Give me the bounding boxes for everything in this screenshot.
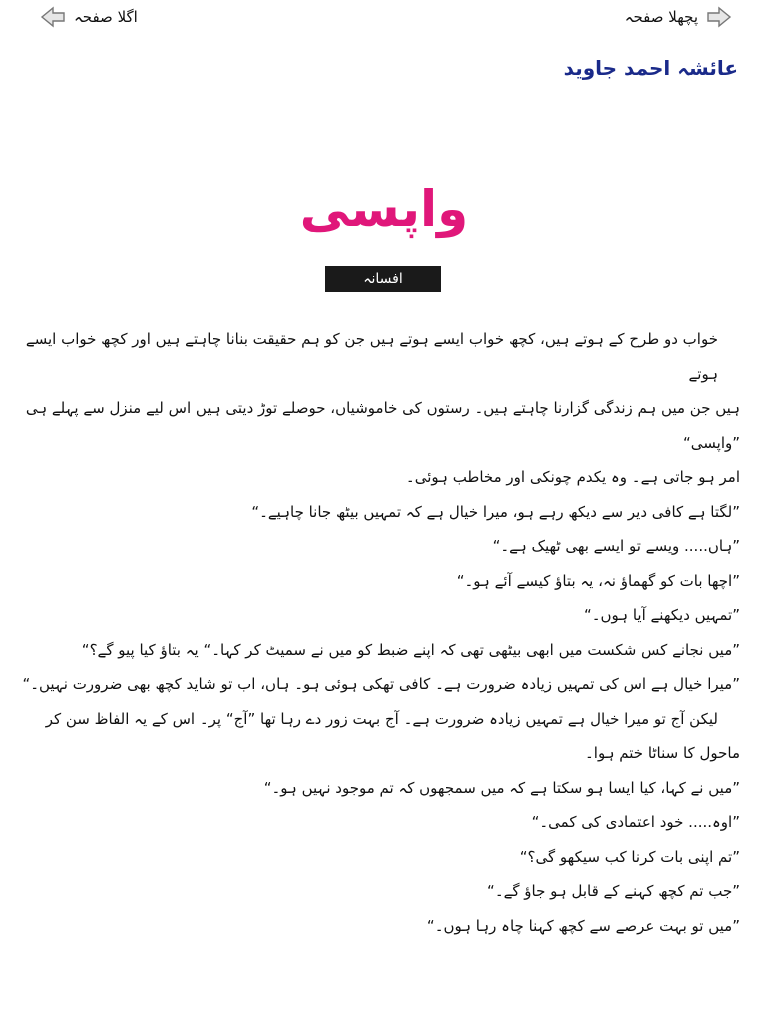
text-line: امر ہو جاتی ہے۔ وہ یکدم چونکی اور مخاطب ہوئی۔: [405, 468, 740, 486]
text-line: ”تم اپنی بات کرنا کب سیکھو گی؟“: [519, 847, 740, 866]
text-line: لیکن آج تو میرا خیال ہے تمہیں زیادہ ضرورت ہے۔ آج بہت زور دے رہا تھا ”آج“ پر۔ اس کے یہ الفاظ سن کر: [45, 709, 718, 728]
story-body: [14, 322, 740, 943]
genre-badge: افسانہ: [325, 266, 441, 292]
arrow-left-icon: [40, 6, 66, 28]
text-line: ہیں جن میں ہم زندگی گزارنا چاہتے ہیں۔ رستوں کی خاموشیاں، حوصلے توڑ دیتی ہیں اس لیے منزل سے پہلے ہی ”واپسی“: [25, 399, 740, 452]
author-name: عائشہ احمد جاوید: [563, 56, 738, 80]
previous-page-link[interactable]: [625, 6, 732, 28]
text-line: ”میں نجانے کس شکست میں ابھی بیٹھی تھی کہ اپنے ضبط کو میں نے سمیٹ کر کہا۔“ یہ بتاؤ کیا پیو گے؟“: [81, 640, 740, 659]
text-line: ”تمہیں دیکھنے آیا ہوں۔“: [583, 606, 740, 624]
next-page-link[interactable]: [40, 6, 138, 28]
text-line: ”اوہ..... خود اعتمادی کی کمی۔“: [531, 813, 740, 831]
text-line: ”جب تم کچھ کہنے کے قابل ہو جاؤ گے۔“: [487, 882, 740, 900]
text-line: ”لگتا ہے کافی دیر سے دیکھ رہے ہو، میرا خیال ہے کہ تمہیں بیٹھ جانا چاہیے۔“: [251, 502, 740, 521]
text-line: ”ہاں..... ویسے تو ایسے بھی ٹھیک ہے۔“: [492, 537, 740, 555]
text-line: ”میرا خیال ہے اس کی تمہیں زیادہ ضرورت ہے۔ کافی تھکی ہوئی ہو۔ ہاں، اب تو شاید کچھ بھی ضرورت نہیں۔“: [22, 675, 740, 693]
text-line: ماحول کا سناٹا ختم ہوا۔: [585, 744, 740, 762]
next-page-label: اگلا صفحہ: [74, 8, 138, 26]
text-line: خواب دو طرح کے ہوتے ہیں، کچھ خواب ایسے ہوتے ہیں جن کو ہم حقیقت بنانا چاہتے ہیں اور کچھ خواب ایسے ہوتے: [25, 330, 718, 383]
text-line: ”میں نے کہا، کیا ایسا ہو سکتا ہے کہ میں سمجھوں کہ تم موجود نہیں ہو۔“: [263, 778, 740, 797]
story-title: واپسی: [299, 180, 469, 238]
text-line: ”میں تو بہت عرصے سے کچھ کہنا چاہ رہا ہوں۔“: [426, 916, 740, 935]
previous-page-label: پچھلا صفحہ: [624, 8, 698, 26]
arrow-right-icon: [706, 6, 732, 28]
text-line: ”اچھا بات کو گھماؤ نہ، یہ بتاؤ کیسے آئے ہو۔“: [456, 571, 740, 590]
